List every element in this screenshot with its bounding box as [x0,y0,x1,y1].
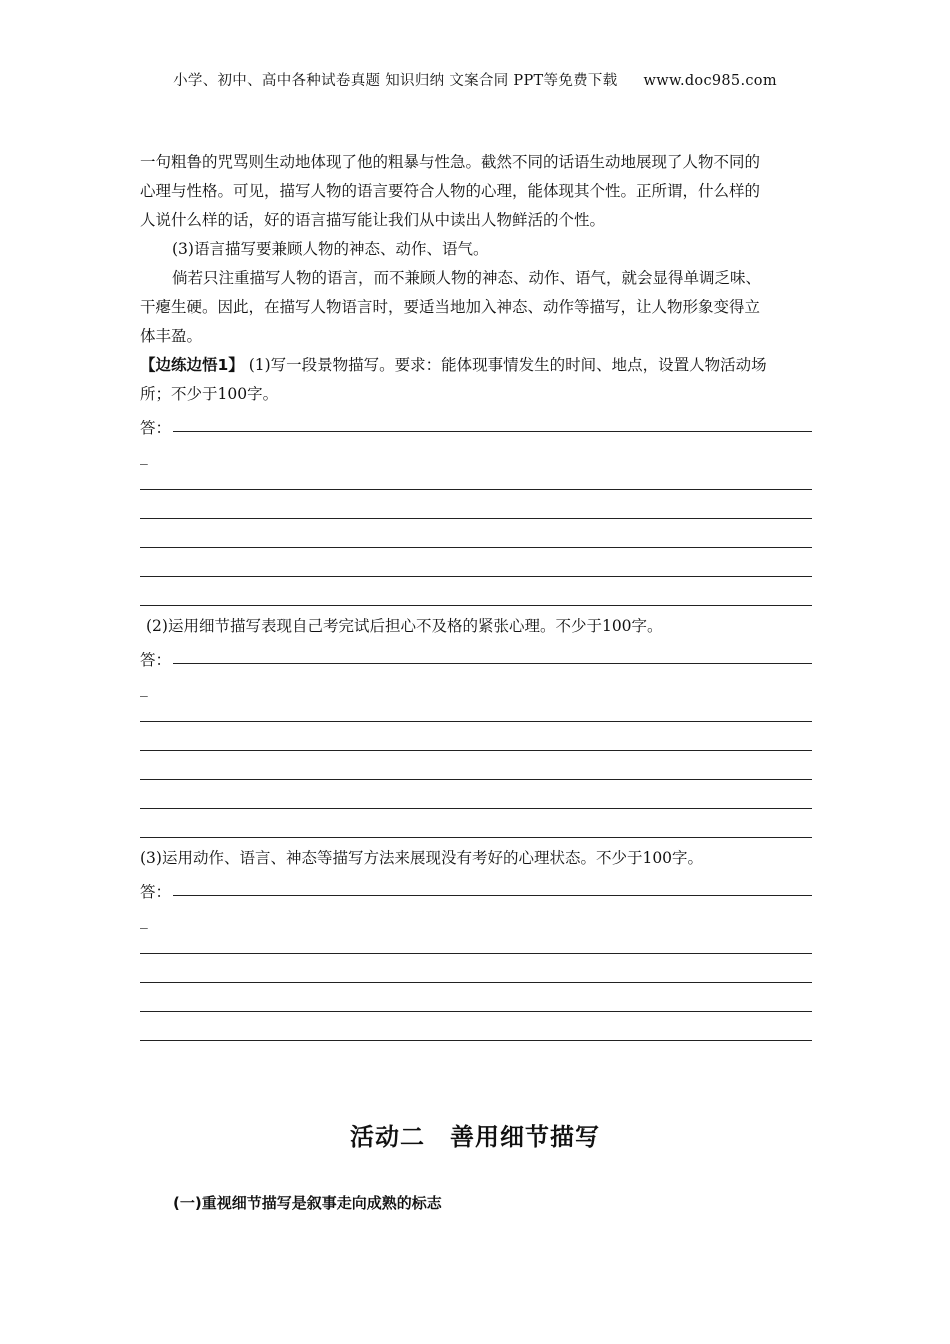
answer-1-label: 答： [140,419,172,437]
paragraph-2-line-3: 体丰盈。 [140,327,203,345]
answer-2-line[interactable] [140,728,812,757]
paragraph-1-line-3: 人说什么样的话，好的语言描写能让我们从中读出人物鲜活的个性。 [140,211,606,229]
paragraph-2-line-1: 倘若只注重描写人物的语言，而不兼顾人物的神态、动作、语气，就会显得单调乏味、 [172,269,762,287]
answer-1-line[interactable] [140,583,812,612]
answer-2-label: 答： [140,651,172,669]
section-subhead: (一)重视细节描写是叙事走向成熟的标志 [173,1194,442,1212]
answer-3-row[interactable] [140,873,812,902]
answer-2-line[interactable] [140,699,812,728]
question-1-text: (1)写一段景物描写。要求：能体现事情发生的时间、地点，设置人物活动场 [243,356,767,374]
answer-1-row[interactable] [140,409,812,438]
answer-2-rule[interactable] [173,663,812,664]
question-1-line-1 [140,351,812,380]
answer-3-line[interactable] [140,989,812,1018]
paragraph-1-line-2: 心理与性格。可见，描写人物的语言要符合人物的心理，能体现其个性。正所谓，什么样的 [140,182,761,200]
point-3: (3)语言描写要兼顾人物的神态、动作、语气。 [172,240,489,258]
answer-2-line[interactable] [140,815,812,844]
exercise-tag: 【边练边悟1】 [140,356,244,374]
header-text: 小学、初中、高中各种试卷真题 知识归纳 文案合同 PPT等免费下载 [173,73,618,89]
main-content [140,148,812,1047]
section-title: 活动二 善用细节描写 [350,1123,600,1151]
answer-1-dash: _ [140,447,148,465]
answer-3-label: 答： [140,883,172,901]
answer-2-line[interactable] [140,757,812,786]
answer-1-line[interactable] [140,467,812,496]
answer-2-dash: _ [140,679,148,697]
answer-1-line[interactable] [140,496,812,525]
answer-3-rule[interactable] [173,895,812,896]
page-header [0,69,950,90]
answer-1-line[interactable] [140,554,812,583]
answer-3-line[interactable] [140,931,812,960]
answer-1-line[interactable] [140,525,812,554]
answer-3-line[interactable] [140,960,812,989]
answer-3-dash: _ [140,911,148,929]
question-3: (3)运用动作、语言、神态等描写方法来展现没有考好的心理状态。不少于100字。 [140,849,704,867]
paragraph-1-line-1: 一句粗鲁的咒骂则生动地体现了他的粗暴与性急。截然不同的话语生动地展现了人物不同的 [140,153,761,171]
question-1-line-2: 所；不少于100字。 [140,385,279,403]
answer-2-line[interactable] [140,786,812,815]
answer-3-line[interactable] [140,1018,812,1047]
paragraph-2-line-2: 干瘪生硬。因此，在描写人物语言时，要适当地加入神态、动作等描写，让人物形象变得立 [140,298,761,316]
question-2: (2)运用细节描写表现自己考完试后担心不及格的紧张心理。不少于100字。 [146,617,663,635]
answer-2-row[interactable] [140,641,812,670]
header-site: www.doc985.com [643,73,777,89]
answer-1-rule[interactable] [173,431,812,432]
